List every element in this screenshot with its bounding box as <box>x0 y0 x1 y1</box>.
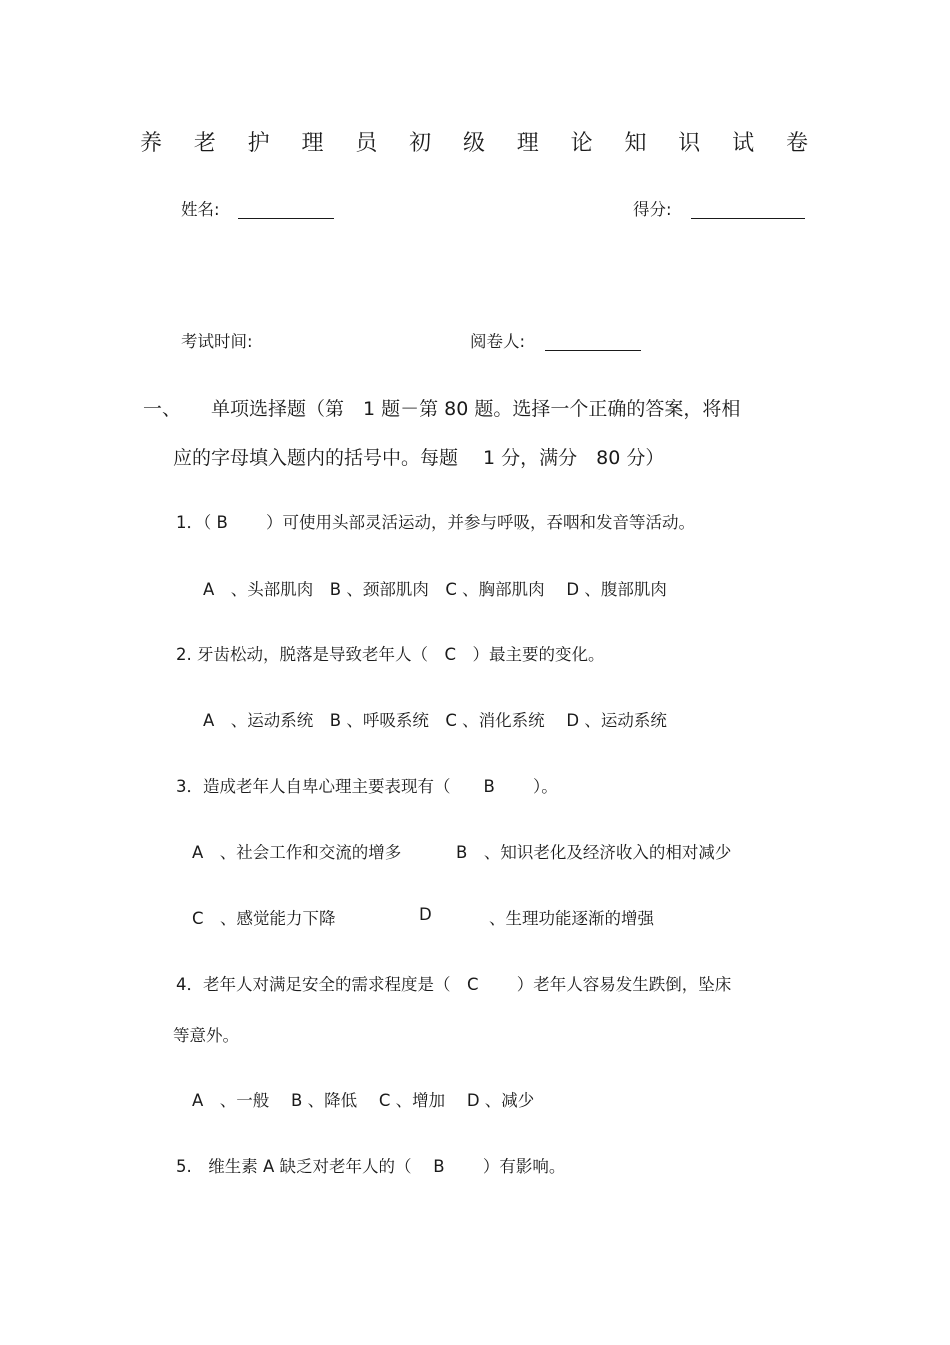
question-5-stem: 5. 维生素 A 缺乏对老年人的（ B ）有影响。 <box>176 1157 566 1176</box>
grader-blank[interactable] <box>545 330 641 351</box>
section-number: 一、 <box>143 398 182 420</box>
question-3-option-d-letter: D <box>419 905 432 924</box>
title-char: 卷 <box>785 131 808 156</box>
score-blank[interactable] <box>691 198 805 219</box>
title-char: 识 <box>678 131 701 156</box>
title-char: 试 <box>732 131 755 156</box>
name-label: 姓名: <box>181 200 220 219</box>
title-char: 理 <box>301 131 324 156</box>
title-char: 初 <box>409 131 432 156</box>
question-3-option-d-text: 、生理功能逐渐的增强 <box>489 909 654 928</box>
title-char: 理 <box>516 131 539 156</box>
grader-label: 阅卷人: <box>470 332 526 351</box>
question-2-options: A 、运动系统 B 、呼吸系统 C 、消化系统 D 、运动系统 <box>203 711 667 730</box>
exam-title <box>140 126 808 157</box>
question-3-option-b: B 、知识老化及经济收入的相对减少 <box>456 843 732 862</box>
question-4-stem: 4．老年人对满足安全的需求程度是（ C ）老年人容易发生跌倒，坠床 <box>176 975 732 994</box>
title-char: 员 <box>355 131 378 156</box>
title-char: 老 <box>193 131 216 156</box>
section-heading-line1: 单项选择题（第 1 题－第 80 题。选择一个正确的答案，将相 <box>211 398 741 420</box>
question-1-stem: 1．（ B ）可使用头部灵活运动，并参与呼吸，吞咽和发音等活动。 <box>176 513 696 532</box>
question-3-option-c: C 、感觉能力下降 <box>192 909 336 928</box>
title-char: 护 <box>247 131 270 156</box>
question-1-options: A 、头部肌肉 B 、颈部肌肉 C 、胸部肌肉 D 、腹部肌肉 <box>203 580 667 599</box>
title-char: 知 <box>624 131 647 156</box>
title-char: 养 <box>140 131 163 156</box>
section-heading-line2: 应的字母填入题内的括号中。每题 1 分，满分 80 分） <box>173 447 665 469</box>
title-char: 论 <box>570 131 593 156</box>
question-4-stem-continued: 等意外。 <box>173 1026 239 1045</box>
question-3-stem: 3．造成老年人自卑心理主要表现有（ B ）。 <box>176 777 558 796</box>
question-2-stem: 2. 牙齿松动，脱落是导致老年人（ C ）最主要的变化。 <box>176 645 605 664</box>
question-3-option-a: A 、社会工作和交流的增多 <box>192 843 402 862</box>
title-char: 级 <box>462 131 485 156</box>
question-4-options: A 、一般 B 、降低 C 、增加 D 、减少 <box>192 1091 535 1110</box>
exam-time-label: 考试时间: <box>181 332 253 351</box>
name-blank[interactable] <box>238 198 334 219</box>
score-label: 得分: <box>633 200 672 219</box>
